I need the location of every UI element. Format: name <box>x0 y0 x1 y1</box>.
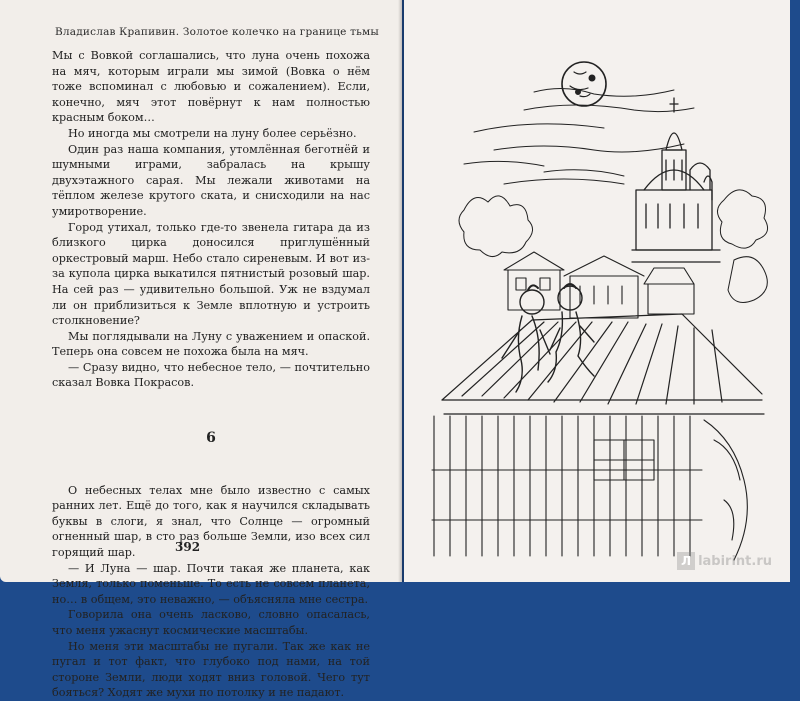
chapter-number: 6 <box>206 430 216 447</box>
ink-illustration <box>404 0 790 582</box>
paragraph: Мы с Вовкой соглашались, что луна очень похожа на мяч, которым играли мы зимой (Вовка о нём тоже вспоминал с любовью и сожалением). Если, конечно, мяч этот повёрнут к нам полностью красным боком… <box>52 49 370 125</box>
watermark <box>677 552 772 570</box>
sky-scribbles <box>464 88 694 184</box>
roof-drawing <box>442 314 764 414</box>
watermark-badge: Л <box>677 552 695 570</box>
watermark-text: labirint.ru <box>698 554 772 569</box>
paragraph: Но иногда мы смотрели на луну более серьёзно. <box>68 126 357 140</box>
moon-drawing <box>562 62 606 106</box>
fence-drawing <box>432 416 747 560</box>
text-block <box>52 48 370 701</box>
running-head: Владислав Крапивин. Золотое колечко на границе тьмы <box>55 26 379 38</box>
right-page <box>404 0 790 582</box>
trees-drawing <box>459 190 768 303</box>
page-number: 392 <box>175 540 201 554</box>
paragraph: О небесных телах мне было известно с самых ранних лет. Ещё до того, как я научился складывать буквы в слоги, я знал, что Солнце — огромный огненный шар, в сто раз больше Земли, изо всех сил горящий шар. <box>52 483 370 560</box>
paragraph: Мы поглядывали на Луну с уважением и опаской. Теперь она совсем не похожа была на мяч. <box>52 329 370 359</box>
paragraph: Город утихал, только где-то звенела гитара да из близкого цирка доносился приглушённый оркестровый марш. Небо стало сиреневым. И вот из-за купола цирка выкатился пятнистый розовый шар. На сей раз — удивительно большой. Уж не вздумал ли он приблизиться к Земле вплотную и устроить столкновение? <box>52 220 370 328</box>
paragraph: — И Луна — шар. Почти такая же планета, как Земля, только поменьше. То есть не совсем планета, но… в общем, это неважно, — объясняла мне сестра. <box>52 561 370 606</box>
paragraph: Один раз наша компания, утомлённая беготнёй и шумными играми, забралась на крышу двухэтажного сарая. Мы лежали животами на тёплом железе крутого ската, и снисходили на нас умиротворение. <box>52 142 370 218</box>
cathedral-drawing <box>632 98 720 262</box>
paragraph: — Сразу видно, что небесное тело, — почтительно сказал Вовка Покрасов. <box>52 360 370 390</box>
paragraph: Но меня эти масштабы не пугали. Так же как не пугал и тот факт, что глубоко под нами, на той стороне Земли, люди ходят вниз головой. Чего тут бояться? Ходят же мухи по потолку и не падают. <box>52 639 370 700</box>
paragraph: Говорила она очень ласково, словно опасалась, что меня ужаснут космические масштабы. <box>52 608 370 637</box>
